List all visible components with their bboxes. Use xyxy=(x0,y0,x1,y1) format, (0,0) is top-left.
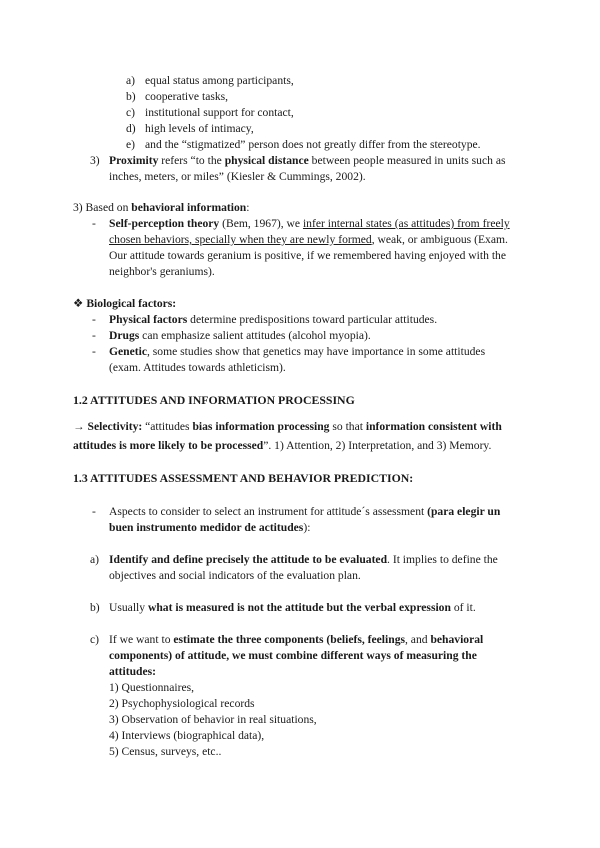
item-a-line-1 xyxy=(109,552,498,568)
proximity-line-2: inches, meters, or miles” (Kiesler & Cummings, 2002). xyxy=(109,170,366,183)
method-item: 2) Psychophysiological records xyxy=(109,697,255,710)
list-marker: c) xyxy=(126,106,136,119)
list-item: and the “stigmatized” person does not greatly differ from the stereotype. xyxy=(145,138,481,151)
diamond-bullet-icon: ❖ xyxy=(73,297,84,310)
self-perception-line-1 xyxy=(109,216,510,232)
dash-marker: - xyxy=(92,329,96,342)
bold-run: physical distance xyxy=(224,154,309,167)
list-marker: d) xyxy=(126,122,136,135)
text-run: , weak, or ambiguous (Exam. xyxy=(371,233,508,246)
dash-marker: - xyxy=(92,217,96,230)
bold-run: bias information processing xyxy=(192,420,330,433)
item-c-line-2 xyxy=(109,648,477,664)
dash-marker: - xyxy=(92,345,96,358)
item-a-line-2: objectives and social indicators of the evaluation plan. xyxy=(109,569,361,582)
method-item: 4) Interviews (biographical data), xyxy=(109,729,265,742)
bold-run: attitudes: xyxy=(109,665,157,678)
term-label: Self-perception theory xyxy=(109,217,220,230)
list-marker: b) xyxy=(126,90,136,103)
text-run: , and xyxy=(405,633,431,646)
list-item: cooperative tasks, xyxy=(145,90,229,103)
bold-run: Identify and define precisely the attitude to be evaluated xyxy=(109,553,388,566)
text-run: Usually xyxy=(109,601,148,614)
section-heading-1-2: 1.2 ATTITUDES AND INFORMATION PROCESSING xyxy=(73,393,355,407)
section-heading-1-3: 1.3 ATTITUDES ASSESSMENT AND BEHAVIOR PREDICTION: xyxy=(73,471,414,485)
bold-run: components) of attitude, we must combine different ways of measuring the xyxy=(109,649,477,662)
list-marker: a) xyxy=(90,553,100,566)
method-item: 3) Observation of behavior in real situations, xyxy=(109,713,317,726)
bold-run: information consistent with xyxy=(365,420,502,433)
bold-run: buen instrumento medidor de actitudes xyxy=(109,521,304,534)
selectivity-line-2 xyxy=(73,438,491,454)
list-item xyxy=(109,312,437,328)
list-marker: b) xyxy=(90,601,100,614)
list-item xyxy=(109,328,371,344)
bold-run: attitudes is more likely to be processed xyxy=(73,439,264,452)
behavioral-intro xyxy=(73,200,250,216)
text-run: 3) Based on xyxy=(73,201,132,214)
list-marker: a) xyxy=(126,74,136,87)
proximity-line xyxy=(109,153,505,169)
text-run: of it. xyxy=(450,601,476,614)
text-run: refers “to the xyxy=(158,154,225,167)
text-run: so that xyxy=(329,420,366,433)
text-run: , some studies show that genetics may have importance in some attitudes xyxy=(147,345,486,358)
list-item: equal status among participants, xyxy=(145,74,294,87)
arrow-icon: → xyxy=(73,420,85,433)
item-b-line xyxy=(109,600,476,616)
aspects-line-2 xyxy=(109,520,310,536)
list-marker: e) xyxy=(126,138,136,151)
text-run: : xyxy=(246,201,250,214)
self-perception-line-3: Our attitude towards geranium is positive, if we remembered having enjoyed with the xyxy=(109,249,506,262)
text-run: determine predispositions toward particular attitudes. xyxy=(187,313,438,326)
list-item xyxy=(109,344,485,360)
text-run: “attitudes xyxy=(142,420,193,433)
aspects-line-1 xyxy=(109,504,500,520)
bold-run: behavioral information xyxy=(131,201,247,214)
bold-run: behavioral xyxy=(430,633,484,646)
bold-run: (para elegir un xyxy=(427,505,501,518)
text-run: between people measured in units such as xyxy=(308,154,506,167)
text-run: can emphasize salient attitudes (alcohol myopia). xyxy=(139,329,371,342)
term-label: Proximity xyxy=(109,154,159,167)
dash-marker: - xyxy=(92,313,96,326)
item-c-line-1 xyxy=(109,632,483,648)
biological-heading xyxy=(73,296,176,312)
selectivity-line-1 xyxy=(73,419,502,435)
dash-marker: - xyxy=(92,505,96,518)
text-run: (Bem, 1967), we xyxy=(219,217,303,230)
list-marker: 3) xyxy=(90,154,100,167)
list-marker: c) xyxy=(90,633,100,646)
text-run: ): xyxy=(303,521,311,534)
bold-run: estimate the three components (beliefs, feelings xyxy=(173,633,405,646)
list-item: high levels of intimacy, xyxy=(145,122,254,135)
self-perception-line-2 xyxy=(109,232,508,248)
item-c-line-3 xyxy=(109,664,156,680)
term-label: Drugs xyxy=(109,329,140,342)
list-item-continuation: (exam. Attitudes towards athleticism). xyxy=(109,361,286,374)
term-label: Physical factors xyxy=(109,313,188,326)
heading-text: Biological factors: xyxy=(86,297,177,310)
text-run: . It implies to define the xyxy=(387,553,498,566)
text-run: Aspects to consider to select an instrument for attitude´s assessment xyxy=(109,505,428,518)
bold-run: what is measured is not the attitude but the verbal expression xyxy=(147,601,451,614)
term-label: Selectivity: xyxy=(87,420,143,433)
list-item: institutional support for contact, xyxy=(145,106,294,119)
underlined-run: chosen behaviors, specially when they are newly formed xyxy=(109,233,372,246)
method-item: 5) Census, surveys, etc.. xyxy=(109,745,222,758)
text-run: ”. 1) Attention, 2) Interpretation, and 3) Memory. xyxy=(263,439,492,452)
term-label: Genetic xyxy=(109,345,147,358)
method-item: 1) Questionnaires, xyxy=(109,681,195,694)
text-run: If we want to xyxy=(109,633,174,646)
self-perception-line-4: neighbor's geraniums). xyxy=(109,265,215,278)
underlined-run: infer internal states (as attitudes) from freely xyxy=(302,217,510,230)
